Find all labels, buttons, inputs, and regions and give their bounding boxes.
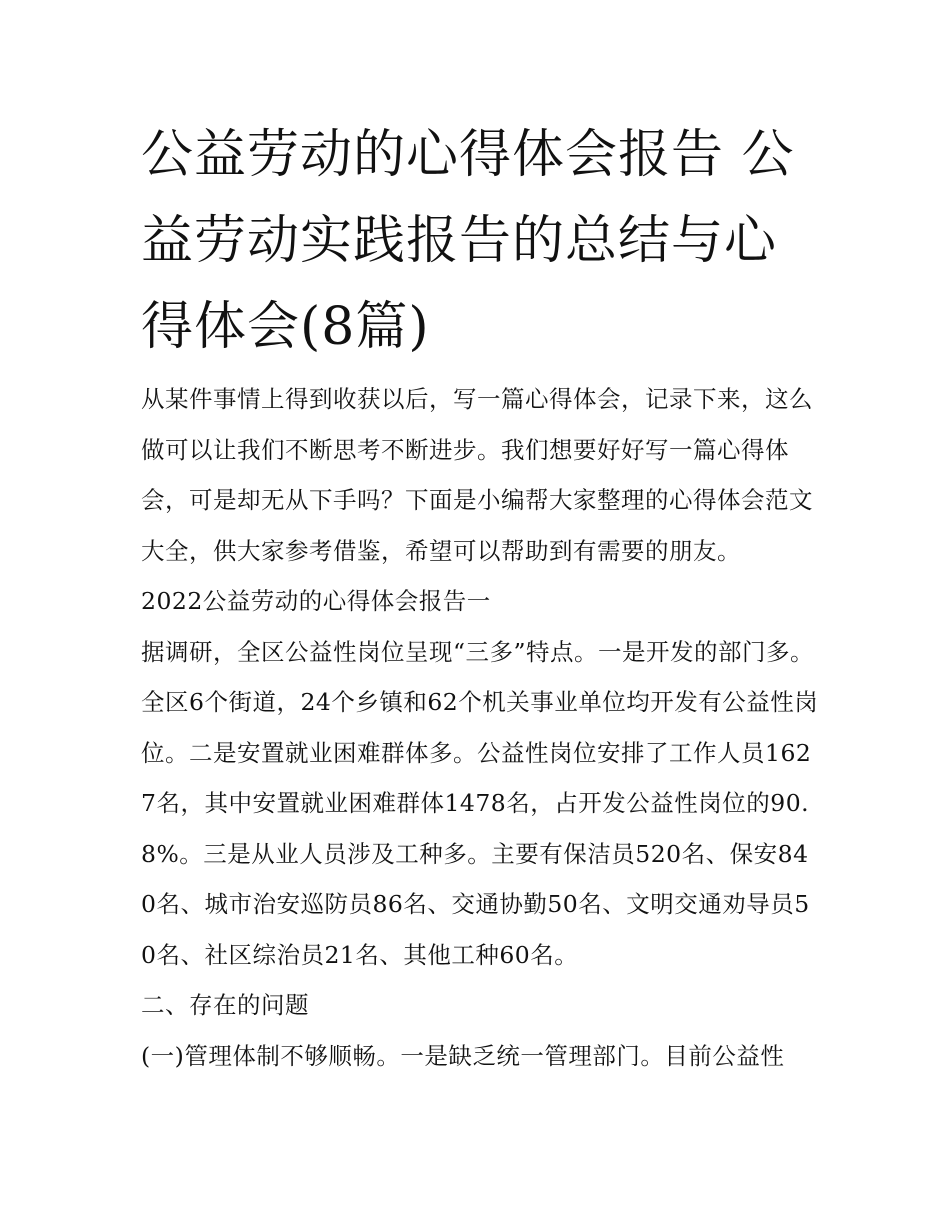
section-heading: 2022公益劳动的心得体会报告一 <box>141 587 491 615</box>
document-title: 公益劳动的心得体会报告 公益劳动实践报告的总结与心得体会(8篇) <box>141 125 795 357</box>
intro-paragraph: 从某件事情上得到收获以后，写一篇心得体会，记录下来，这么做可以让我们不断思考不断进步。我们想要好好写一篇心得体会，可是却无从下手吗？下面是小编帮大家整理的心得体会范文大全，供大家参考借鉴，希望可以帮助到有需要的朋友。 <box>141 385 813 565</box>
document-body <box>141 374 820 1081</box>
body-paragraph: (一)管理体制不够顺畅。一是缺乏统一管理部门。目前公益性 <box>141 1041 785 1070</box>
body-paragraph: 据调研，全区公益性岗位呈现“三多”特点。一是开发的部门多。全区6个街道，24个乡镇和62个机关事业单位均开发有公益性岗位。二是安置就业困难群体多。公益性岗位安排了工作人员1627名，其中安置就业困难群体1478名，占开发公益性岗位的90.8%。三是从业人员涉及工种多。主要有保洁员520名、保安840名、城市治安巡防员86名、交通协勤50名、文明交通劝导员50名、社区综治员21名、其他工种60名。 <box>141 637 819 969</box>
section-heading: 二、存在的问题 <box>141 991 309 1019</box>
